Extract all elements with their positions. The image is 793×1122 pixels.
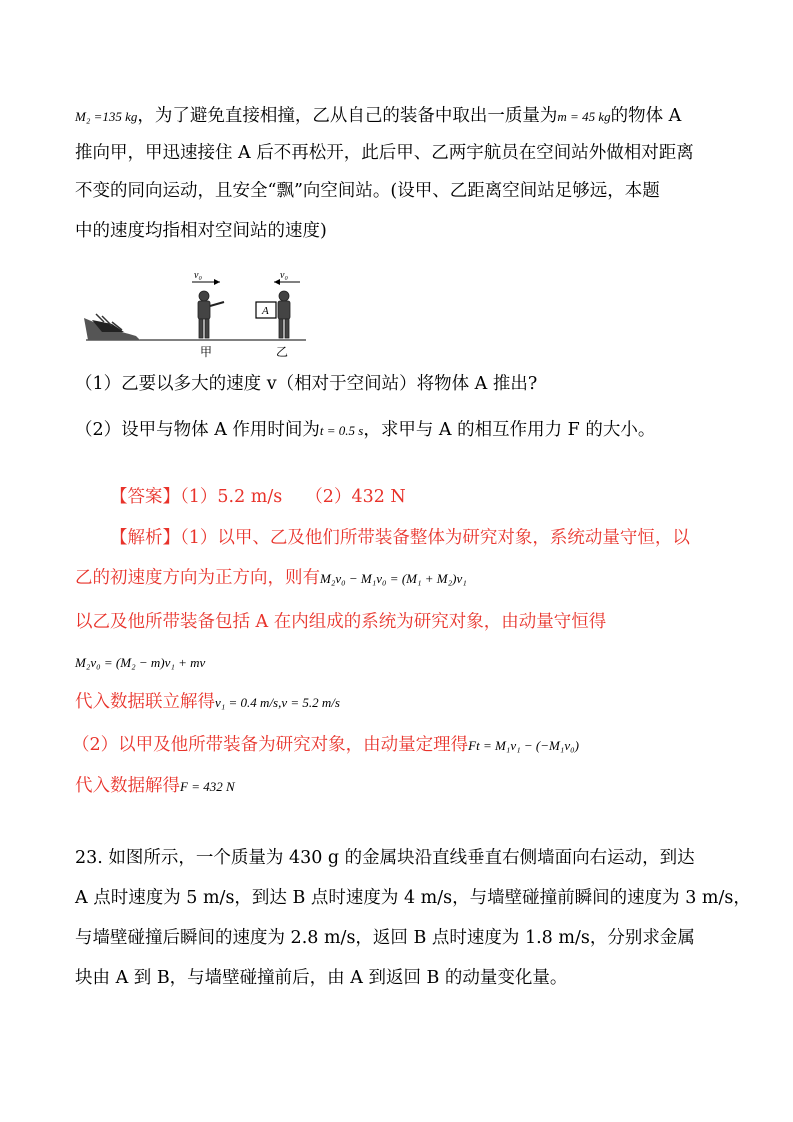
problem23-line-4: 块由 A 到 B，与墙壁碰撞前后，由 A 到返回 B 的动量变化量。 <box>75 968 568 988</box>
problem-line-1 <box>75 104 681 129</box>
mass-m-equation: m = 45 kg <box>557 109 611 124</box>
analysis-text: （2）以甲及他所带装备为研究对象，由动量定理得 <box>72 735 469 755</box>
problem23-line-3: 与墙壁碰撞后瞬间的速度为 2.8 m/s，返回 B 点时速度为 1.8 m/s，分别求金属 <box>75 928 695 948</box>
label-jia: 甲 <box>200 345 213 359</box>
astronaut-diagram <box>78 266 308 362</box>
problem-text: ，为了避免直接相撞，乙从自己的装备中取出一质量为 <box>137 106 558 126</box>
v0-label-right: v₀ <box>280 270 288 281</box>
question-2-text-end: ，求甲与 A 的相互作用力 F 的大小。 <box>363 420 656 440</box>
momentum-equation-1: M₂v₀ − M₁v₀ = (M₁ + M₂)v₁ <box>320 571 467 586</box>
analysis-line-2 <box>75 566 467 591</box>
problem23-line-1: 23. 如图所示，一个质量为 430 g 的金属块沿直线垂直右侧墙面向右运动，到达 <box>75 848 695 868</box>
problem-line-3: 不变的同向运动，且安全“飘”向空间站。(设甲、乙距离空间站足够远，本题 <box>75 181 660 201</box>
v0-label-left: v₀ <box>194 270 202 281</box>
analysis-line-3: 以乙及他所带装备包括 A 在内组成的系统为研究对象，由动量守恒得 <box>75 612 607 632</box>
solution-equation-1: v₁ = 0.4 m/s,v = 5.2 m/s <box>215 695 340 710</box>
analysis-line-1: 【解析】（1）以甲、乙及他们所带装备整体为研究对象，系统动量守恒，以 <box>110 528 690 548</box>
analysis-text: 代入数据解得 <box>75 776 180 796</box>
force-equation: F = 432 N <box>180 779 235 794</box>
analysis-line-6 <box>72 733 579 758</box>
analysis-text: 乙的初速度方向为正方向，则有 <box>75 568 320 588</box>
question-2-text: （2）设甲与物体 A 作用时间为 <box>75 420 320 440</box>
question-2 <box>75 418 655 443</box>
problem-line-2: 推向甲，甲迅速接住 A 后不再松开，此后甲、乙两宇航员在空间站外做相对距离 <box>75 143 694 163</box>
analysis-text: 代入数据联立解得 <box>75 692 215 712</box>
velocity-arrow-yi <box>274 270 300 285</box>
momentum-equation-2: M₂v₀ = (M₂ − m)v₁ + mv <box>75 655 206 670</box>
impulse-equation: Ft = M₁v₁ − (−M₁v₀) <box>468 738 579 753</box>
object-a-box <box>256 302 276 318</box>
problem23-line-2: A 点时速度为 5 m/s，到达 B 点时速度为 4 m/s，与墙壁碰撞前瞬间的速度为 3 m/s， <box>75 888 751 908</box>
analysis-line-5 <box>75 690 340 715</box>
label-yi: 乙 <box>276 345 289 359</box>
analysis-line-4 <box>75 650 205 675</box>
problem-line-4: 中的速度均指相对空间站的速度) <box>75 221 327 241</box>
time-equation: t = 0.5 s <box>319 423 364 438</box>
problem-text: 的物体 A <box>610 106 682 126</box>
astronaut-figure <box>78 266 308 362</box>
astronaut-jia-icon <box>198 291 224 338</box>
question-1: （1）乙要以多大的速度 v（相对于空间站）将物体 A 推出? <box>75 374 538 394</box>
box-a-label: A <box>262 305 269 317</box>
analysis-line-7 <box>75 774 235 799</box>
mass-m2-equation: M₂ =135 kg <box>75 109 138 124</box>
velocity-arrow-jia <box>192 270 220 285</box>
answer-line: 【答案】（1）5.2 m/s （2）432 N <box>110 487 406 507</box>
space-station-icon <box>84 314 140 340</box>
astronaut-yi-icon <box>278 291 290 338</box>
